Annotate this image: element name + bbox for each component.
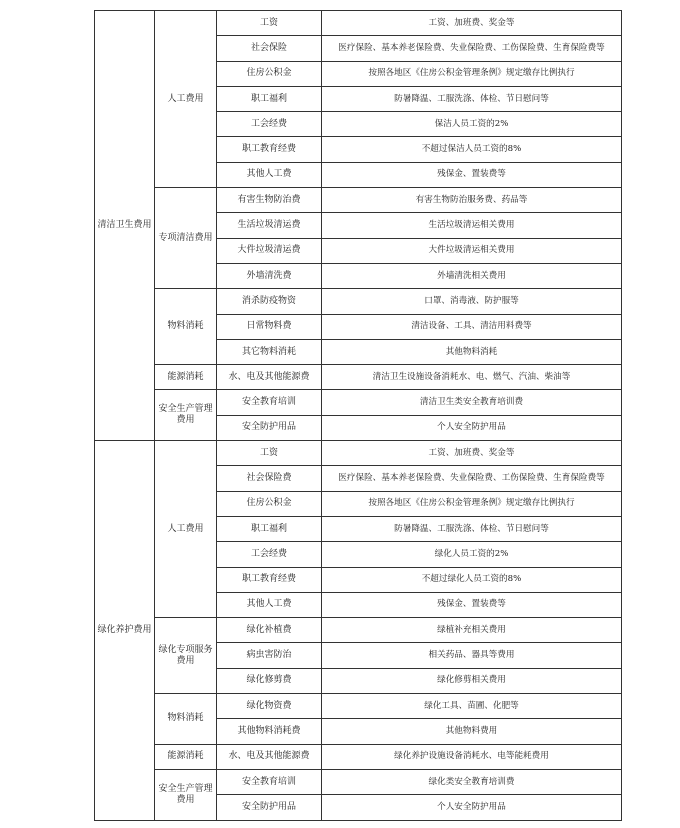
- item-description-cell: 绿化工具、苗圃、化肥等: [322, 694, 622, 719]
- group-name-cell: 专项清洁费用: [155, 188, 217, 289]
- item-description-cell: 绿化人员工资的2%: [322, 542, 622, 567]
- item-description-cell: 残保金、置装费等: [322, 162, 622, 187]
- item-name-cell: 安全教育培训: [217, 769, 322, 794]
- table-row: [95, 289, 622, 314]
- item-name-cell: 工会经费: [217, 112, 322, 137]
- table-body: [95, 11, 622, 821]
- item-description-cell: 工资、加班费、奖金等: [322, 11, 622, 36]
- item-name-cell: 绿化补植费: [217, 618, 322, 643]
- item-name-cell: 安全防护用品: [217, 415, 322, 440]
- item-description-cell: 有害生物防治服务费、药品等: [322, 188, 622, 213]
- item-description-cell: 工资、加班费、奖金等: [322, 441, 622, 466]
- group-name-cell: 安全生产管理费用: [155, 769, 217, 820]
- item-description-cell: 按照各地区《住房公积金管理条例》规定缴存比例执行: [322, 61, 622, 86]
- item-name-cell: 绿化修剪费: [217, 668, 322, 693]
- item-description-cell: 个人安全防护用品: [322, 415, 622, 440]
- item-name-cell: 其它物料消耗: [217, 339, 322, 364]
- item-description-cell: 清洁卫生类安全教育培训费: [322, 390, 622, 415]
- item-name-cell: 工会经费: [217, 542, 322, 567]
- item-name-cell: 社会保险: [217, 36, 322, 61]
- item-name-cell: 职工教育经费: [217, 137, 322, 162]
- table-row: [95, 694, 622, 719]
- item-description-cell: 医疗保险、基本养老保险费、失业保险费、工伤保险费、生育保险费等: [322, 466, 622, 491]
- item-name-cell: 其他物料消耗费: [217, 719, 322, 744]
- group-name-cell: 物料消耗: [155, 694, 217, 745]
- item-description-cell: 大件垃圾清运相关费用: [322, 238, 622, 263]
- item-description-cell: 残保金、置装费等: [322, 592, 622, 617]
- group-name-cell: 绿化专项服务费用: [155, 618, 217, 694]
- item-name-cell: 生活垃圾清运费: [217, 213, 322, 238]
- section-name-cell: 绿化养护费用: [95, 441, 155, 820]
- table-row: [95, 11, 622, 36]
- group-name-cell: 能源消耗: [155, 365, 217, 390]
- cost-breakdown-table: [94, 10, 622, 821]
- item-name-cell: 有害生物防治费: [217, 188, 322, 213]
- item-name-cell: 其他人工费: [217, 592, 322, 617]
- group-name-cell: 人工费用: [155, 11, 217, 188]
- item-name-cell: 水、电及其他能源费: [217, 365, 322, 390]
- table-row: [95, 188, 622, 213]
- item-name-cell: 外墙清洗费: [217, 263, 322, 288]
- group-name-cell: 物料消耗: [155, 289, 217, 365]
- item-name-cell: 绿化物资费: [217, 694, 322, 719]
- item-description-cell: 医疗保险、基本养老保险费、失业保险费、工伤保险费、生育保险费等: [322, 36, 622, 61]
- table-row: [95, 390, 622, 415]
- item-name-cell: 职工福利: [217, 86, 322, 111]
- item-description-cell: 绿化养护设施设备消耗水、电等能耗费用: [322, 744, 622, 769]
- table-row: [95, 365, 622, 390]
- item-description-cell: 绿化修剪相关费用: [322, 668, 622, 693]
- item-description-cell: 按照各地区《住房公积金管理条例》规定缴存比例执行: [322, 491, 622, 516]
- item-description-cell: 相关药品、器具等费用: [322, 643, 622, 668]
- item-description-cell: 不超过绿化人员工资的8%: [322, 567, 622, 592]
- item-description-cell: 其他物料消耗: [322, 339, 622, 364]
- item-name-cell: 工资: [217, 441, 322, 466]
- item-name-cell: 住房公积金: [217, 491, 322, 516]
- table-row: [95, 744, 622, 769]
- item-description-cell: 个人安全防护用品: [322, 795, 622, 820]
- table-row: [95, 441, 622, 466]
- group-name-cell: 能源消耗: [155, 744, 217, 769]
- item-description-cell: 绿化类安全教育培训费: [322, 769, 622, 794]
- item-name-cell: 病虫害防治: [217, 643, 322, 668]
- item-name-cell: 水、电及其他能源费: [217, 744, 322, 769]
- item-description-cell: 绿植补充相关费用: [322, 618, 622, 643]
- item-name-cell: 日常物料费: [217, 314, 322, 339]
- item-name-cell: 职工教育经费: [217, 567, 322, 592]
- item-name-cell: 住房公积金: [217, 61, 322, 86]
- item-description-cell: 清洁设备、工具、清洁用料费等: [322, 314, 622, 339]
- item-name-cell: 职工福利: [217, 516, 322, 541]
- table-row: [95, 769, 622, 794]
- item-description-cell: 保洁人员工资的2%: [322, 112, 622, 137]
- section-name-cell: 清洁卫生费用: [95, 11, 155, 441]
- item-name-cell: 社会保险费: [217, 466, 322, 491]
- item-description-cell: 外墙清洗相关费用: [322, 263, 622, 288]
- item-description-cell: 生活垃圾清运相关费用: [322, 213, 622, 238]
- item-name-cell: 消杀防疫物资: [217, 289, 322, 314]
- group-name-cell: 人工费用: [155, 441, 217, 618]
- item-name-cell: 工资: [217, 11, 322, 36]
- item-description-cell: 清洁卫生设施设备消耗水、电、燃气、汽油、柴油等: [322, 365, 622, 390]
- item-description-cell: 口罩、消毒液、防护服等: [322, 289, 622, 314]
- item-name-cell: 其他人工费: [217, 162, 322, 187]
- item-name-cell: 大件垃圾清运费: [217, 238, 322, 263]
- item-description-cell: 其他物料费用: [322, 719, 622, 744]
- item-description-cell: 防暑降温、工服洗涤、体检、节日慰问等: [322, 516, 622, 541]
- item-description-cell: 防暑降温、工服洗涤、体检、节日慰问等: [322, 86, 622, 111]
- item-description-cell: 不超过保洁人员工资的8%: [322, 137, 622, 162]
- group-name-cell: 安全生产管理费用: [155, 390, 217, 441]
- item-name-cell: 安全防护用品: [217, 795, 322, 820]
- table-row: [95, 618, 622, 643]
- item-name-cell: 安全教育培训: [217, 390, 322, 415]
